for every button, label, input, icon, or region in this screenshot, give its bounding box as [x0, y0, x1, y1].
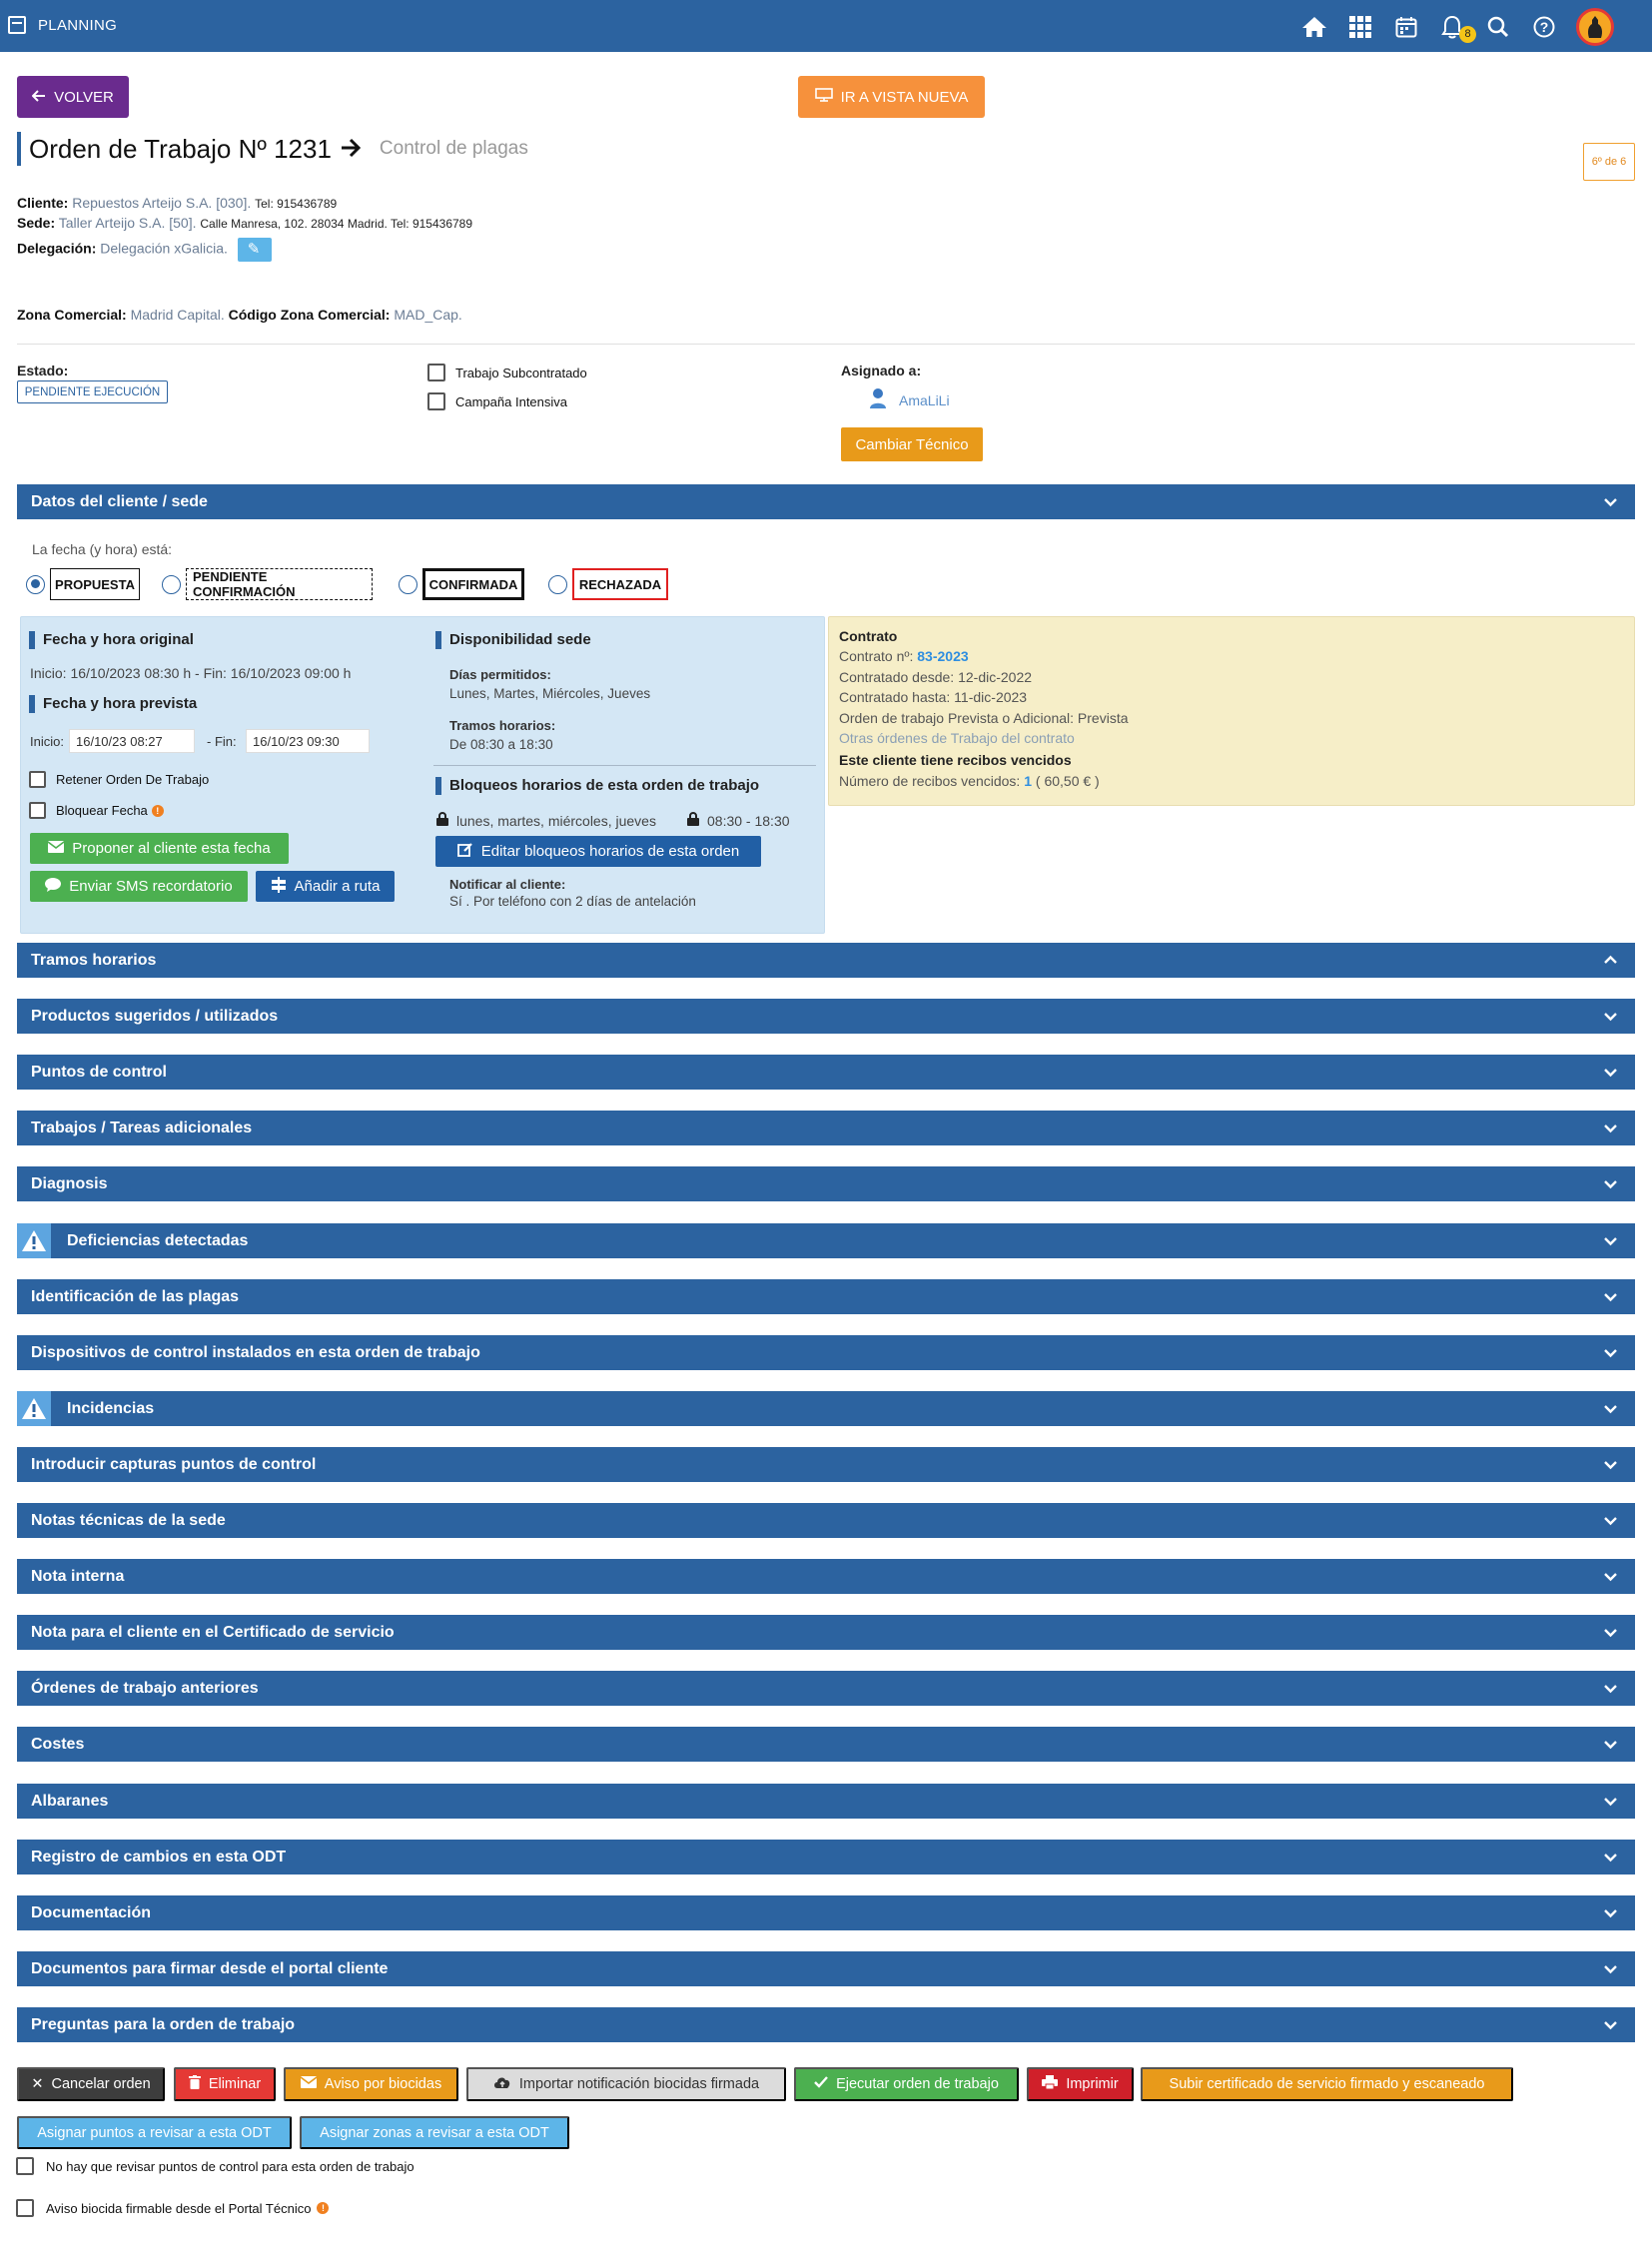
- campana-checkbox-row[interactable]: Campaña Intensiva: [427, 392, 567, 410]
- svg-text:?: ?: [1539, 19, 1549, 35]
- subcontratado-checkbox-row[interactable]: Trabajo Subcontratado: [427, 364, 587, 381]
- aviso-firmable-checkbox-row[interactable]: Aviso biocida firmable desde el Portal Técnico !: [16, 2199, 329, 2217]
- radio-label-pendiente[interactable]: PENDIENTE CONFIRMACIÓN: [186, 568, 373, 600]
- aviso-firmable-checkbox[interactable]: [16, 2199, 34, 2217]
- chevron-down-icon: [1602, 1008, 1619, 1025]
- fin-input[interactable]: [246, 729, 370, 753]
- help-icon[interactable]: [1530, 13, 1558, 41]
- chevron-down-icon: [1602, 1456, 1619, 1473]
- page-subtitle: Control de plagas: [379, 138, 528, 159]
- chevron-down-icon: [1602, 1680, 1619, 1697]
- search-icon[interactable]: [1484, 13, 1512, 41]
- inicio-input[interactable]: [69, 729, 195, 753]
- import-biocide-button[interactable]: Importar notificación biocidas firmada: [466, 2067, 786, 2101]
- delete-button[interactable]: Eliminar: [174, 2067, 276, 2101]
- chevron-down-icon: [1602, 1512, 1619, 1529]
- app-brand[interactable]: [8, 16, 117, 34]
- chevron-down-icon: [1602, 1736, 1619, 1753]
- chevron-down-icon: [1602, 493, 1619, 510]
- no-revisar-checkbox-row[interactable]: No hay que revisar puntos de control para esta orden de trabajo: [16, 2157, 414, 2175]
- delegacion-line: Delegación: Delegación xGalicia. ✎: [17, 238, 272, 262]
- top-navigation-bar: [0, 0, 1652, 52]
- tramos-label: Tramos horarios:: [449, 718, 556, 733]
- inicio-label: Inicio:: [30, 734, 64, 749]
- contract-hasta: Contratado hasta: 11-dic-2023: [839, 689, 1028, 705]
- section-registro-de-cambios-en-esta-odt[interactable]: Registro de cambios en esta ODT: [17, 1840, 1635, 1874]
- chevron-down-icon: [1602, 1960, 1619, 1977]
- contract-tipo: Orden de trabajo Prevista o Adicional: Prevista: [839, 710, 1129, 726]
- assign-points-button[interactable]: Asignar puntos a revisar a esta ODT: [17, 2116, 292, 2149]
- section-deficiencias-detectadas[interactable]: Deficiencias detectadas: [17, 1223, 1635, 1258]
- grid-icon[interactable]: [1346, 13, 1374, 41]
- chevron-down-icon: [1602, 1120, 1619, 1136]
- record-pager[interactable]: 6º de 6: [1583, 143, 1635, 181]
- user-avatar[interactable]: [1576, 8, 1614, 46]
- section-ordenes-de-trabajo-anteriores[interactable]: Órdenes de trabajo anteriores: [17, 1671, 1635, 1706]
- zona-line: Zona Comercial: Madrid Capital. Código Zona Comercial: MAD_Cap.: [17, 307, 462, 323]
- notification-badge: 8: [1459, 26, 1476, 43]
- radio-rechazada[interactable]: [548, 575, 567, 594]
- retener-checkbox-row[interactable]: Retener Orden De Trabajo: [29, 771, 209, 788]
- chevron-down-icon: [1602, 1232, 1619, 1249]
- bloquear-checkbox[interactable]: [29, 802, 46, 819]
- sede-link[interactable]: Taller Arteijo S.A. [50].: [58, 215, 197, 231]
- contract-link[interactable]: 83-2023: [917, 648, 969, 664]
- radio-propuesta[interactable]: [26, 575, 45, 594]
- back-button[interactable]: VOLVER: [17, 76, 129, 118]
- assigned-user[interactable]: AmaLiLi: [869, 387, 950, 412]
- section-nota-interna[interactable]: Nota interna: [17, 1559, 1635, 1594]
- section-productos-sugeridos-utilizados[interactable]: Productos sugeridos / utilizados: [17, 999, 1635, 1034]
- edit-blocks-button[interactable]: Editar bloqueos horarios de esta orden: [435, 836, 761, 867]
- chat-icon: [45, 878, 61, 896]
- biocide-notice-button[interactable]: Aviso por biocidas: [284, 2067, 458, 2101]
- page-title: Orden de Trabajo Nº 1231 Control de plagas: [17, 132, 528, 166]
- prevista-date-title: Fecha y hora prevista: [29, 695, 197, 713]
- calendar-icon[interactable]: [1392, 13, 1420, 41]
- section-trabajos-tareas-adicionales[interactable]: Trabajos / Tareas adicionales: [17, 1111, 1635, 1145]
- section-preguntas-para-la-orden-de-trabajo[interactable]: Preguntas para la orden de trabajo: [17, 2007, 1635, 2042]
- chevron-down-icon: [1602, 1175, 1619, 1192]
- estado-label: Estado:: [17, 363, 69, 378]
- other-orders-link[interactable]: Otras órdenes de Trabajo del contrato: [839, 730, 1075, 746]
- print-button[interactable]: Imprimir: [1027, 2067, 1134, 2101]
- arrow-right-icon: [340, 138, 362, 161]
- chevron-down-icon: [1602, 1568, 1619, 1585]
- section-dispositivos-de-control-instalados-en-esta-orden-de-trabajo[interactable]: Dispositivos de control instalados en esta orden de trabajo: [17, 1335, 1635, 1370]
- chevron-down-icon: [1602, 1344, 1619, 1361]
- fecha-question: La fecha (y hora) está:: [32, 541, 173, 557]
- contract-desde: Contratado desde: 12-dic-2022: [839, 669, 1033, 685]
- chevron-down-icon: [1602, 1904, 1619, 1921]
- bell-icon[interactable]: [1438, 13, 1471, 41]
- edit-delegacion-button[interactable]: [238, 238, 272, 262]
- signpost-icon: [271, 877, 287, 897]
- home-icon[interactable]: [1300, 13, 1328, 41]
- envelope-icon: [48, 840, 64, 857]
- bloqueo-dias: lunes, martes, miércoles, jueves: [436, 812, 656, 829]
- new-view-button[interactable]: IR A VISTA NUEVA: [798, 76, 985, 118]
- trash-icon: [189, 2075, 201, 2093]
- radio-confirmada[interactable]: [399, 575, 417, 594]
- subcontratado-checkbox[interactable]: [427, 364, 445, 381]
- lock-icon: [687, 812, 699, 829]
- section-notas-tecnicas-de-la-sede[interactable]: Notas técnicas de la sede: [17, 1503, 1635, 1538]
- section-nota-para-el-cliente-en-el-certificado-de-servicio[interactable]: Nota para el cliente en el Certificado de servicio: [17, 1615, 1635, 1650]
- radio-pendiente[interactable]: [162, 575, 181, 594]
- fecha-status-radios: [26, 568, 668, 600]
- edit-icon: [457, 842, 473, 862]
- bloqueo-horas: 08:30 - 18:30: [687, 812, 790, 829]
- lock-icon: [436, 812, 448, 829]
- envelope-icon: [301, 2076, 317, 2092]
- assigned-label: Asignado a:: [841, 363, 922, 378]
- printer-icon: [1042, 2075, 1058, 2093]
- contract-title: Contrato: [839, 628, 898, 644]
- radio-label-confirmada[interactable]: CONFIRMADA: [422, 568, 524, 600]
- section-identificacion-de-las-plagas[interactable]: Identificación de las plagas: [17, 1279, 1635, 1314]
- chevron-down-icon: [1602, 1064, 1619, 1081]
- info-icon[interactable]: !: [317, 2202, 329, 2214]
- section-datos-cliente[interactable]: Datos del cliente / sede: [17, 484, 1635, 519]
- fin-label: - Fin:: [207, 734, 237, 749]
- change-technician-button[interactable]: Cambiar Técnico: [841, 427, 983, 461]
- section-puntos-de-control[interactable]: Puntos de control: [17, 1055, 1635, 1090]
- calendar-icon: [8, 16, 26, 34]
- execute-order-button[interactable]: Ejecutar orden de trabajo: [794, 2067, 1019, 2101]
- chevron-down-icon: [1602, 1793, 1619, 1810]
- section-documentos-para-firmar-desde-el-portal-cliente[interactable]: Documentos para firmar desde el portal cliente: [17, 1951, 1635, 1986]
- cloud-upload-icon: [493, 2075, 511, 2093]
- bloquear-checkbox-row[interactable]: Bloquear Fecha !: [29, 802, 164, 819]
- chevron-down-icon: [1602, 1400, 1619, 1417]
- dias-label: Días permitidos:: [449, 667, 551, 682]
- retener-checkbox[interactable]: [29, 771, 46, 788]
- divider: [433, 765, 816, 766]
- propose-date-button[interactable]: Proponer al cliente esta fecha: [30, 833, 289, 864]
- upload-certificate-button[interactable]: Subir certificado de servicio firmado y escaneado: [1141, 2067, 1513, 2101]
- send-sms-button[interactable]: Enviar SMS recordatorio: [30, 871, 248, 902]
- recibos-line: Número de recibos vencidos: 1 ( 60,50 € ): [839, 773, 1100, 789]
- chevron-down-icon: [1602, 1849, 1619, 1866]
- user-icon: [869, 387, 887, 412]
- chevron-down-icon: [1602, 2016, 1619, 2033]
- section-documentacion[interactable]: Documentación: [17, 1895, 1635, 1930]
- section-albaranes[interactable]: Albaranes: [17, 1784, 1635, 1819]
- status-badge: PENDIENTE EJECUCIÓN: [17, 380, 168, 403]
- no-revisar-checkbox[interactable]: [16, 2157, 34, 2175]
- cancel-order-button[interactable]: ✕ Cancelar orden: [17, 2067, 165, 2101]
- chevron-up-icon: [1602, 952, 1619, 969]
- client-line: Cliente: Repuestos Arteijo S.A. [030]. Tel: 915436789: [17, 195, 338, 211]
- arrow-left-icon: [32, 89, 46, 106]
- client-link[interactable]: Repuestos Arteijo S.A. [030].: [72, 195, 252, 211]
- original-date-value: Inicio: 16/10/2023 08:30 h - Fin: 16/10/2023 09:00 h: [30, 665, 352, 681]
- recibos-count-link[interactable]: 1: [1024, 773, 1032, 789]
- chevron-down-icon: [1602, 1624, 1619, 1641]
- add-to-route-button[interactable]: Añadir a ruta: [256, 871, 395, 902]
- contract-number: Contrato nº: 83-2023: [839, 648, 969, 664]
- section-tramos-horarios[interactable]: Tramos horarios: [17, 943, 1635, 978]
- info-icon[interactable]: !: [152, 805, 164, 817]
- warning-icon: [17, 1391, 51, 1426]
- section-diagnosis[interactable]: Diagnosis: [17, 1166, 1635, 1201]
- monitor-icon: [815, 88, 833, 106]
- bloqueos-title: Bloqueos horarios de esta orden de trabajo: [435, 777, 759, 795]
- divider: [17, 344, 1635, 345]
- radio-label-propuesta[interactable]: PROPUESTA: [50, 568, 140, 600]
- notificar-value: Sí . Por teléfono con 2 días de antelación: [449, 894, 696, 909]
- recibos-title: Este cliente tiene recibos vencidos: [839, 752, 1072, 768]
- notificar-label: Notificar al cliente:: [449, 877, 566, 892]
- chevron-down-icon: [1602, 1288, 1619, 1305]
- original-date-title: Fecha y hora original: [29, 631, 194, 649]
- section-incidencias[interactable]: Incidencias: [17, 1391, 1635, 1426]
- disponibilidad-title: Disponibilidad sede: [435, 631, 591, 649]
- section-costes[interactable]: Costes: [17, 1727, 1635, 1762]
- campana-checkbox[interactable]: [427, 392, 445, 410]
- section-introducir-capturas-puntos-de-control[interactable]: Introducir capturas puntos de control: [17, 1447, 1635, 1482]
- check-icon: [814, 2076, 828, 2092]
- app-title: PLANNING: [38, 16, 118, 34]
- warning-icon: [17, 1223, 51, 1258]
- tramos-value: De 08:30 a 18:30: [449, 737, 553, 752]
- assign-zones-button[interactable]: Asignar zonas a revisar a esta ODT: [300, 2116, 569, 2149]
- sede-line: Sede: Taller Arteijo S.A. [50]. Calle Manresa, 102. 28034 Madrid. Tel: 915436789: [17, 215, 473, 231]
- radio-label-rechazada[interactable]: RECHAZADA: [572, 568, 668, 600]
- close-icon: ✕: [31, 2076, 44, 2092]
- dias-value: Lunes, Martes, Miércoles, Jueves: [449, 686, 651, 701]
